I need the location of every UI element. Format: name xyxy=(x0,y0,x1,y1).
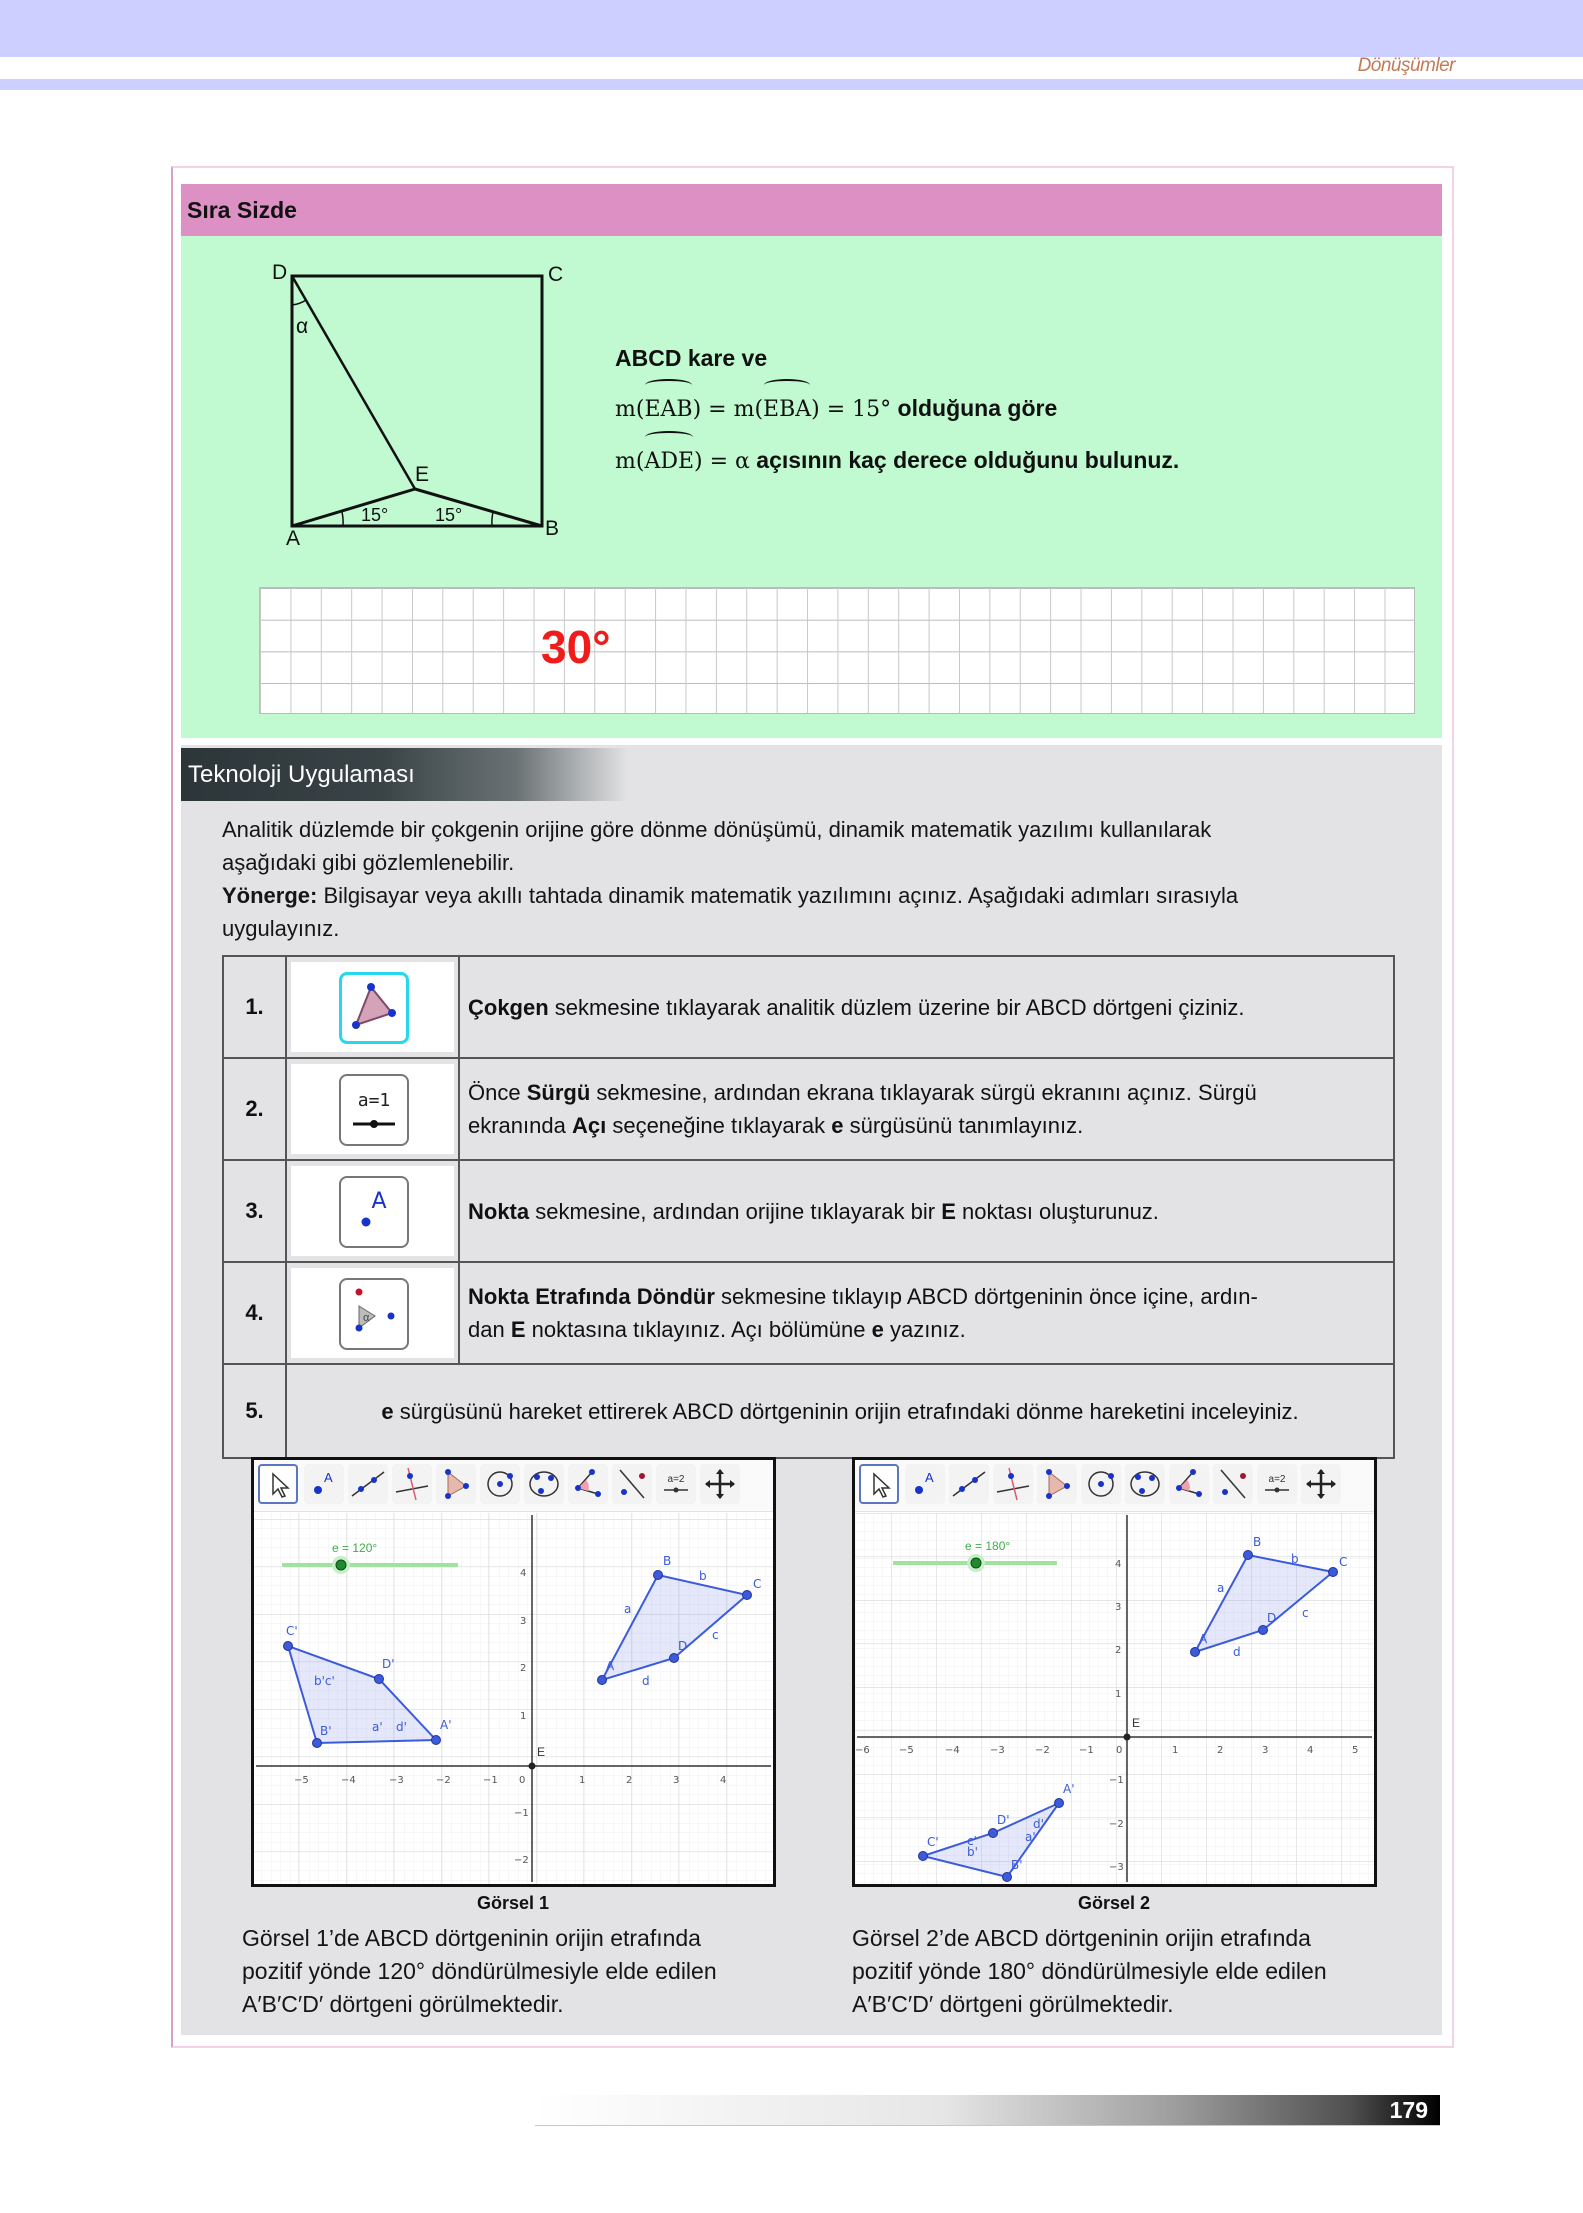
svg-text:5: 5 xyxy=(1352,1745,1359,1756)
svg-text:a': a' xyxy=(1025,1830,1036,1844)
step-keyword: Nokta Etrafında Döndür xyxy=(468,1284,715,1309)
geogebra-screenshot-1 xyxy=(251,1457,776,1887)
step-text xyxy=(459,956,1394,1058)
question-line2-text: olduğuna göre xyxy=(897,395,1058,421)
circle-center-tool-icon[interactable] xyxy=(480,1464,520,1504)
reflect-tool-icon[interactable] xyxy=(612,1464,652,1504)
rotate-around-point-tool-icon xyxy=(339,1278,409,1350)
point-tool-icon[interactable] xyxy=(905,1464,945,1504)
angle-tool-icon[interactable] xyxy=(1169,1464,1209,1504)
steps-table xyxy=(222,955,1395,1459)
step-text xyxy=(459,1262,1394,1364)
line-tool-icon[interactable] xyxy=(348,1464,388,1504)
angle-eab: EAB xyxy=(644,385,692,435)
question-line3-text: açısının kaç derece olduğunu bulunuz. xyxy=(756,447,1180,473)
step-number: 3. xyxy=(223,1160,286,1262)
move-graphics-view-tool-icon[interactable] xyxy=(700,1464,740,1504)
svg-text:−3: −3 xyxy=(990,1745,1005,1756)
circle-three-points-tool-icon[interactable] xyxy=(1125,1464,1165,1504)
step-keyword: E xyxy=(510,1317,526,1342)
svg-text:−2: −2 xyxy=(1035,1745,1050,1756)
svg-text:C': C' xyxy=(927,1835,939,1849)
svg-text:e = 180°: e = 180° xyxy=(965,1539,1011,1553)
svg-text:C': C' xyxy=(286,1624,298,1638)
step-number: 2. xyxy=(223,1058,286,1160)
step-keyword: e xyxy=(871,1317,884,1342)
step-keyword: e xyxy=(831,1113,844,1138)
step-keyword: Çokgen xyxy=(468,994,549,1020)
step-row xyxy=(223,1058,1394,1160)
svg-text:E: E xyxy=(537,1745,546,1759)
step-desc: sekmesine, ardından orijine tıklayarak bir xyxy=(529,1198,942,1224)
geogebra-screenshot-2 xyxy=(852,1457,1377,1887)
teknoloji-header xyxy=(181,748,628,801)
svg-text:3: 3 xyxy=(520,1616,527,1627)
svg-text:E: E xyxy=(1132,1716,1141,1730)
vertex-d-label: D xyxy=(272,261,288,284)
step-desc: Önce xyxy=(468,1080,527,1105)
description-gorsel-2 xyxy=(852,1922,1412,2021)
step-keyword: Açı xyxy=(571,1113,607,1138)
polygon-tool-icon[interactable] xyxy=(436,1464,476,1504)
step-text xyxy=(459,1160,1394,1262)
math-value: ) = α xyxy=(694,449,750,474)
svg-text:0: 0 xyxy=(1116,1745,1123,1756)
math-eq: ) = m( xyxy=(692,397,764,422)
vertex-a-label: A xyxy=(286,527,301,550)
svg-text:−3: −3 xyxy=(1109,1862,1124,1873)
step-keyword: Nokta xyxy=(468,1198,530,1224)
page-number: 179 xyxy=(1389,2097,1428,2123)
svg-text:4: 4 xyxy=(520,1568,527,1579)
description-line: pozitif yönde 120° döndürülmesiyle elde edilen xyxy=(242,1958,717,1984)
svg-text:−4: −4 xyxy=(945,1745,960,1756)
svg-text:2: 2 xyxy=(1115,1645,1122,1656)
svg-text:e = 120°: e = 120° xyxy=(332,1541,378,1555)
teknoloji-title: Teknoloji Uygulaması xyxy=(188,761,415,788)
svg-text:C: C xyxy=(753,1577,762,1591)
angle-right-label: 15° xyxy=(435,505,463,525)
description-line: pozitif yönde 180° döndürülmesiyle elde edilen xyxy=(852,1958,1327,1984)
step-desc: yazınız. xyxy=(883,1317,966,1342)
svg-text:1: 1 xyxy=(1172,1745,1179,1756)
svg-text:2: 2 xyxy=(1217,1745,1224,1756)
svg-text:a=2: a=2 xyxy=(667,1474,685,1485)
step-desc: noktasına tıklayınız. Açı bölümüne xyxy=(525,1317,872,1342)
instruction-label: Yönerge: xyxy=(222,883,318,908)
svg-text:−2: −2 xyxy=(514,1855,529,1866)
sira-sizde-header xyxy=(181,184,1442,236)
svg-text:b: b xyxy=(699,1569,707,1583)
move-tool-icon[interactable] xyxy=(859,1464,899,1504)
svg-text:−5: −5 xyxy=(294,1775,309,1786)
step-keyword: Sürgü xyxy=(526,1080,591,1105)
vertex-e-label: E xyxy=(415,463,430,486)
svg-text:A: A xyxy=(371,1189,387,1214)
svg-text:A: A xyxy=(324,1470,333,1485)
answer-value: 30° xyxy=(541,621,611,673)
slider-tool-icon[interactable] xyxy=(1257,1464,1297,1504)
description-line: A′B′C′D′ dörtgeni görülmektedir. xyxy=(242,1991,564,2017)
circle-three-points-tool-icon[interactable] xyxy=(524,1464,564,1504)
svg-text:a=2: a=2 xyxy=(1268,1474,1286,1485)
step-desc: sürgüsünü hareket ettirerek ABCD dörtgeninin orijin etrafındaki dönme hareketini inceleyiniz. xyxy=(393,1398,1299,1424)
instruction-text: Bilgisayar veya akıllı tahtada dinamik matematik yazılımını açınız. Aşağıdaki adımları sırasıyla xyxy=(317,883,1239,908)
angle-tool-icon[interactable] xyxy=(568,1464,608,1504)
svg-text:1: 1 xyxy=(1115,1689,1122,1700)
svg-text:4: 4 xyxy=(720,1775,727,1786)
svg-text:c: c xyxy=(712,1628,719,1642)
caption-gorsel-1: Görsel 1 xyxy=(476,1893,550,1913)
svg-text:D': D' xyxy=(997,1813,1010,1827)
math-m: m( xyxy=(615,397,645,422)
svg-text:c: c xyxy=(1302,1606,1309,1620)
svg-text:D: D xyxy=(1267,1611,1277,1625)
line-tool-icon[interactable] xyxy=(949,1464,989,1504)
math-value: ) = 15° xyxy=(811,397,892,422)
step-number: 5. xyxy=(223,1364,286,1458)
svg-text:−1: −1 xyxy=(483,1775,498,1786)
svg-text:A': A' xyxy=(1063,1782,1075,1796)
move-tool-icon[interactable] xyxy=(258,1464,298,1504)
geogebra-toolbar xyxy=(855,1460,1374,1512)
perpendicular-line-tool-icon[interactable] xyxy=(993,1464,1033,1504)
svg-text:3: 3 xyxy=(1115,1602,1122,1613)
svg-text:−6: −6 xyxy=(855,1745,870,1756)
svg-text:C: C xyxy=(1339,1555,1348,1569)
svg-text:B': B' xyxy=(320,1724,332,1738)
header-line xyxy=(0,79,1583,90)
graphics-view-1[interactable] xyxy=(254,1513,773,1884)
svg-text:b'c': b'c' xyxy=(314,1674,335,1688)
footer-bar xyxy=(535,2095,1440,2126)
svg-text:−2: −2 xyxy=(1109,1819,1124,1830)
step-row xyxy=(223,1160,1394,1262)
svg-text:c': c' xyxy=(967,1834,977,1848)
point-tool-icon xyxy=(339,1176,409,1248)
step-number: 4. xyxy=(223,1262,286,1364)
step-number: 1. xyxy=(223,956,286,1058)
step-desc: ekranında xyxy=(468,1113,572,1138)
svg-text:0: 0 xyxy=(519,1775,526,1786)
svg-text:4: 4 xyxy=(1115,1559,1122,1570)
step-desc: sekmesine tıklayarak analitik düzlem üzerine bir ABCD dörtgeni çiziniz. xyxy=(548,994,1245,1020)
slider-tool-icon xyxy=(339,1074,409,1146)
header-band xyxy=(0,0,1583,57)
svg-text:d': d' xyxy=(1033,1817,1044,1831)
step-keyword: E xyxy=(941,1198,956,1224)
sira-sizde-title: Sıra Sizde xyxy=(187,197,297,223)
svg-text:3: 3 xyxy=(1262,1745,1269,1756)
svg-text:−2: −2 xyxy=(436,1775,451,1786)
point-tool-icon[interactable] xyxy=(304,1464,344,1504)
intro-line1: Analitik düzlemde bir çokgenin orijine göre dönme dönüşümü, dinamik matematik yazılımı kullanılarak xyxy=(222,817,1212,842)
svg-text:1: 1 xyxy=(520,1711,527,1722)
svg-text:A: A xyxy=(606,1659,615,1673)
svg-text:d': d' xyxy=(396,1720,407,1734)
intro-line2: aşağıdaki gibi gözlemlenebilir. xyxy=(222,850,515,875)
polygon-tool-icon xyxy=(339,972,409,1044)
svg-text:B: B xyxy=(1253,1535,1262,1549)
perpendicular-line-tool-icon[interactable] xyxy=(392,1464,432,1504)
svg-text:−1: −1 xyxy=(514,1808,529,1819)
svg-text:a: a xyxy=(1217,1581,1225,1595)
svg-text:d: d xyxy=(1233,1645,1241,1659)
step-desc: noktası oluşturunuz. xyxy=(955,1198,1159,1224)
svg-text:B': B' xyxy=(1011,1858,1023,1872)
svg-text:d: d xyxy=(642,1674,650,1688)
description-gorsel-1 xyxy=(242,1922,802,2021)
move-graphics-view-tool-icon[interactable] xyxy=(1301,1464,1341,1504)
svg-text:−1: −1 xyxy=(1109,1775,1124,1786)
slider-tool-icon[interactable] xyxy=(656,1464,696,1504)
svg-text:α: α xyxy=(363,1312,370,1324)
step-text xyxy=(459,1058,1394,1160)
step-text xyxy=(286,1364,1394,1458)
geogebra-toolbar xyxy=(254,1460,773,1512)
svg-text:4: 4 xyxy=(1307,1745,1314,1756)
svg-text:−4: −4 xyxy=(341,1775,356,1786)
svg-text:a: a xyxy=(624,1602,632,1616)
description-line: Görsel 2’de ABCD dörtgeninin orijin etrafında xyxy=(852,1925,1311,1951)
polygon-tool-icon[interactable] xyxy=(1037,1464,1077,1504)
question-line1: ABCD kare ve xyxy=(615,345,768,371)
question-text xyxy=(615,333,1179,487)
angle-ade: ADE xyxy=(644,437,694,487)
step-desc: sürgüsünü tanımlayınız. xyxy=(843,1113,1084,1138)
vertex-c-label: C xyxy=(548,263,564,286)
instruction-text2: uygulayınız. xyxy=(222,916,340,941)
alpha-label: α xyxy=(296,315,309,338)
svg-text:2: 2 xyxy=(626,1775,633,1786)
math-m: m( xyxy=(615,449,645,474)
svg-text:2: 2 xyxy=(520,1663,527,1674)
description-line: Görsel 1’de ABCD dörtgeninin orijin etrafında xyxy=(242,1925,701,1951)
svg-text:A: A xyxy=(925,1470,934,1485)
svg-text:D': D' xyxy=(382,1657,395,1671)
svg-text:b': b' xyxy=(967,1845,978,1859)
svg-text:a': a' xyxy=(372,1720,383,1734)
svg-text:D: D xyxy=(678,1639,688,1653)
answer-grid[interactable] xyxy=(259,587,1415,714)
svg-text:A': A' xyxy=(440,1718,452,1732)
angle-left-label: 15° xyxy=(361,505,389,525)
svg-text:A: A xyxy=(1199,1632,1208,1646)
svg-text:B: B xyxy=(663,1554,672,1568)
vertex-b-label: B xyxy=(545,517,560,540)
step-row xyxy=(223,956,1394,1058)
graphics-view-2[interactable] xyxy=(855,1513,1374,1884)
reflect-tool-icon[interactable] xyxy=(1213,1464,1253,1504)
description-line: A′B′C′D′ dörtgeni görülmektedir. xyxy=(852,1991,1174,2017)
step-desc: sekmesine, ardından ekrana tıklayarak sürgü ekranını açınız. Sürgü xyxy=(590,1080,1257,1105)
step-desc: dan xyxy=(468,1317,511,1342)
teknoloji-intro xyxy=(222,813,1402,945)
step-desc: sekmesine tıklayıp ABCD dörtgeninin önce içine, ardın- xyxy=(714,1284,1258,1309)
svg-text:−3: −3 xyxy=(389,1775,404,1786)
svg-text:1: 1 xyxy=(579,1775,586,1786)
svg-text:−1: −1 xyxy=(1079,1745,1094,1756)
chapter-title: Dönüşümler xyxy=(1357,55,1455,76)
square-diagram xyxy=(250,255,580,555)
square-figure xyxy=(250,255,580,555)
angle-eba: EBA xyxy=(763,385,811,435)
svg-text:a=1: a=1 xyxy=(357,1090,391,1111)
step-desc: seçeneğine tıklayarak xyxy=(606,1113,832,1138)
step-row xyxy=(223,1262,1394,1364)
step-row xyxy=(223,1364,1394,1458)
caption-gorsel-2: Görsel 2 xyxy=(1077,1893,1151,1913)
svg-text:3: 3 xyxy=(673,1775,680,1786)
svg-text:−5: −5 xyxy=(899,1745,914,1756)
step-keyword: e xyxy=(381,1398,394,1424)
svg-text:b: b xyxy=(1291,1552,1299,1566)
circle-center-tool-icon[interactable] xyxy=(1081,1464,1121,1504)
